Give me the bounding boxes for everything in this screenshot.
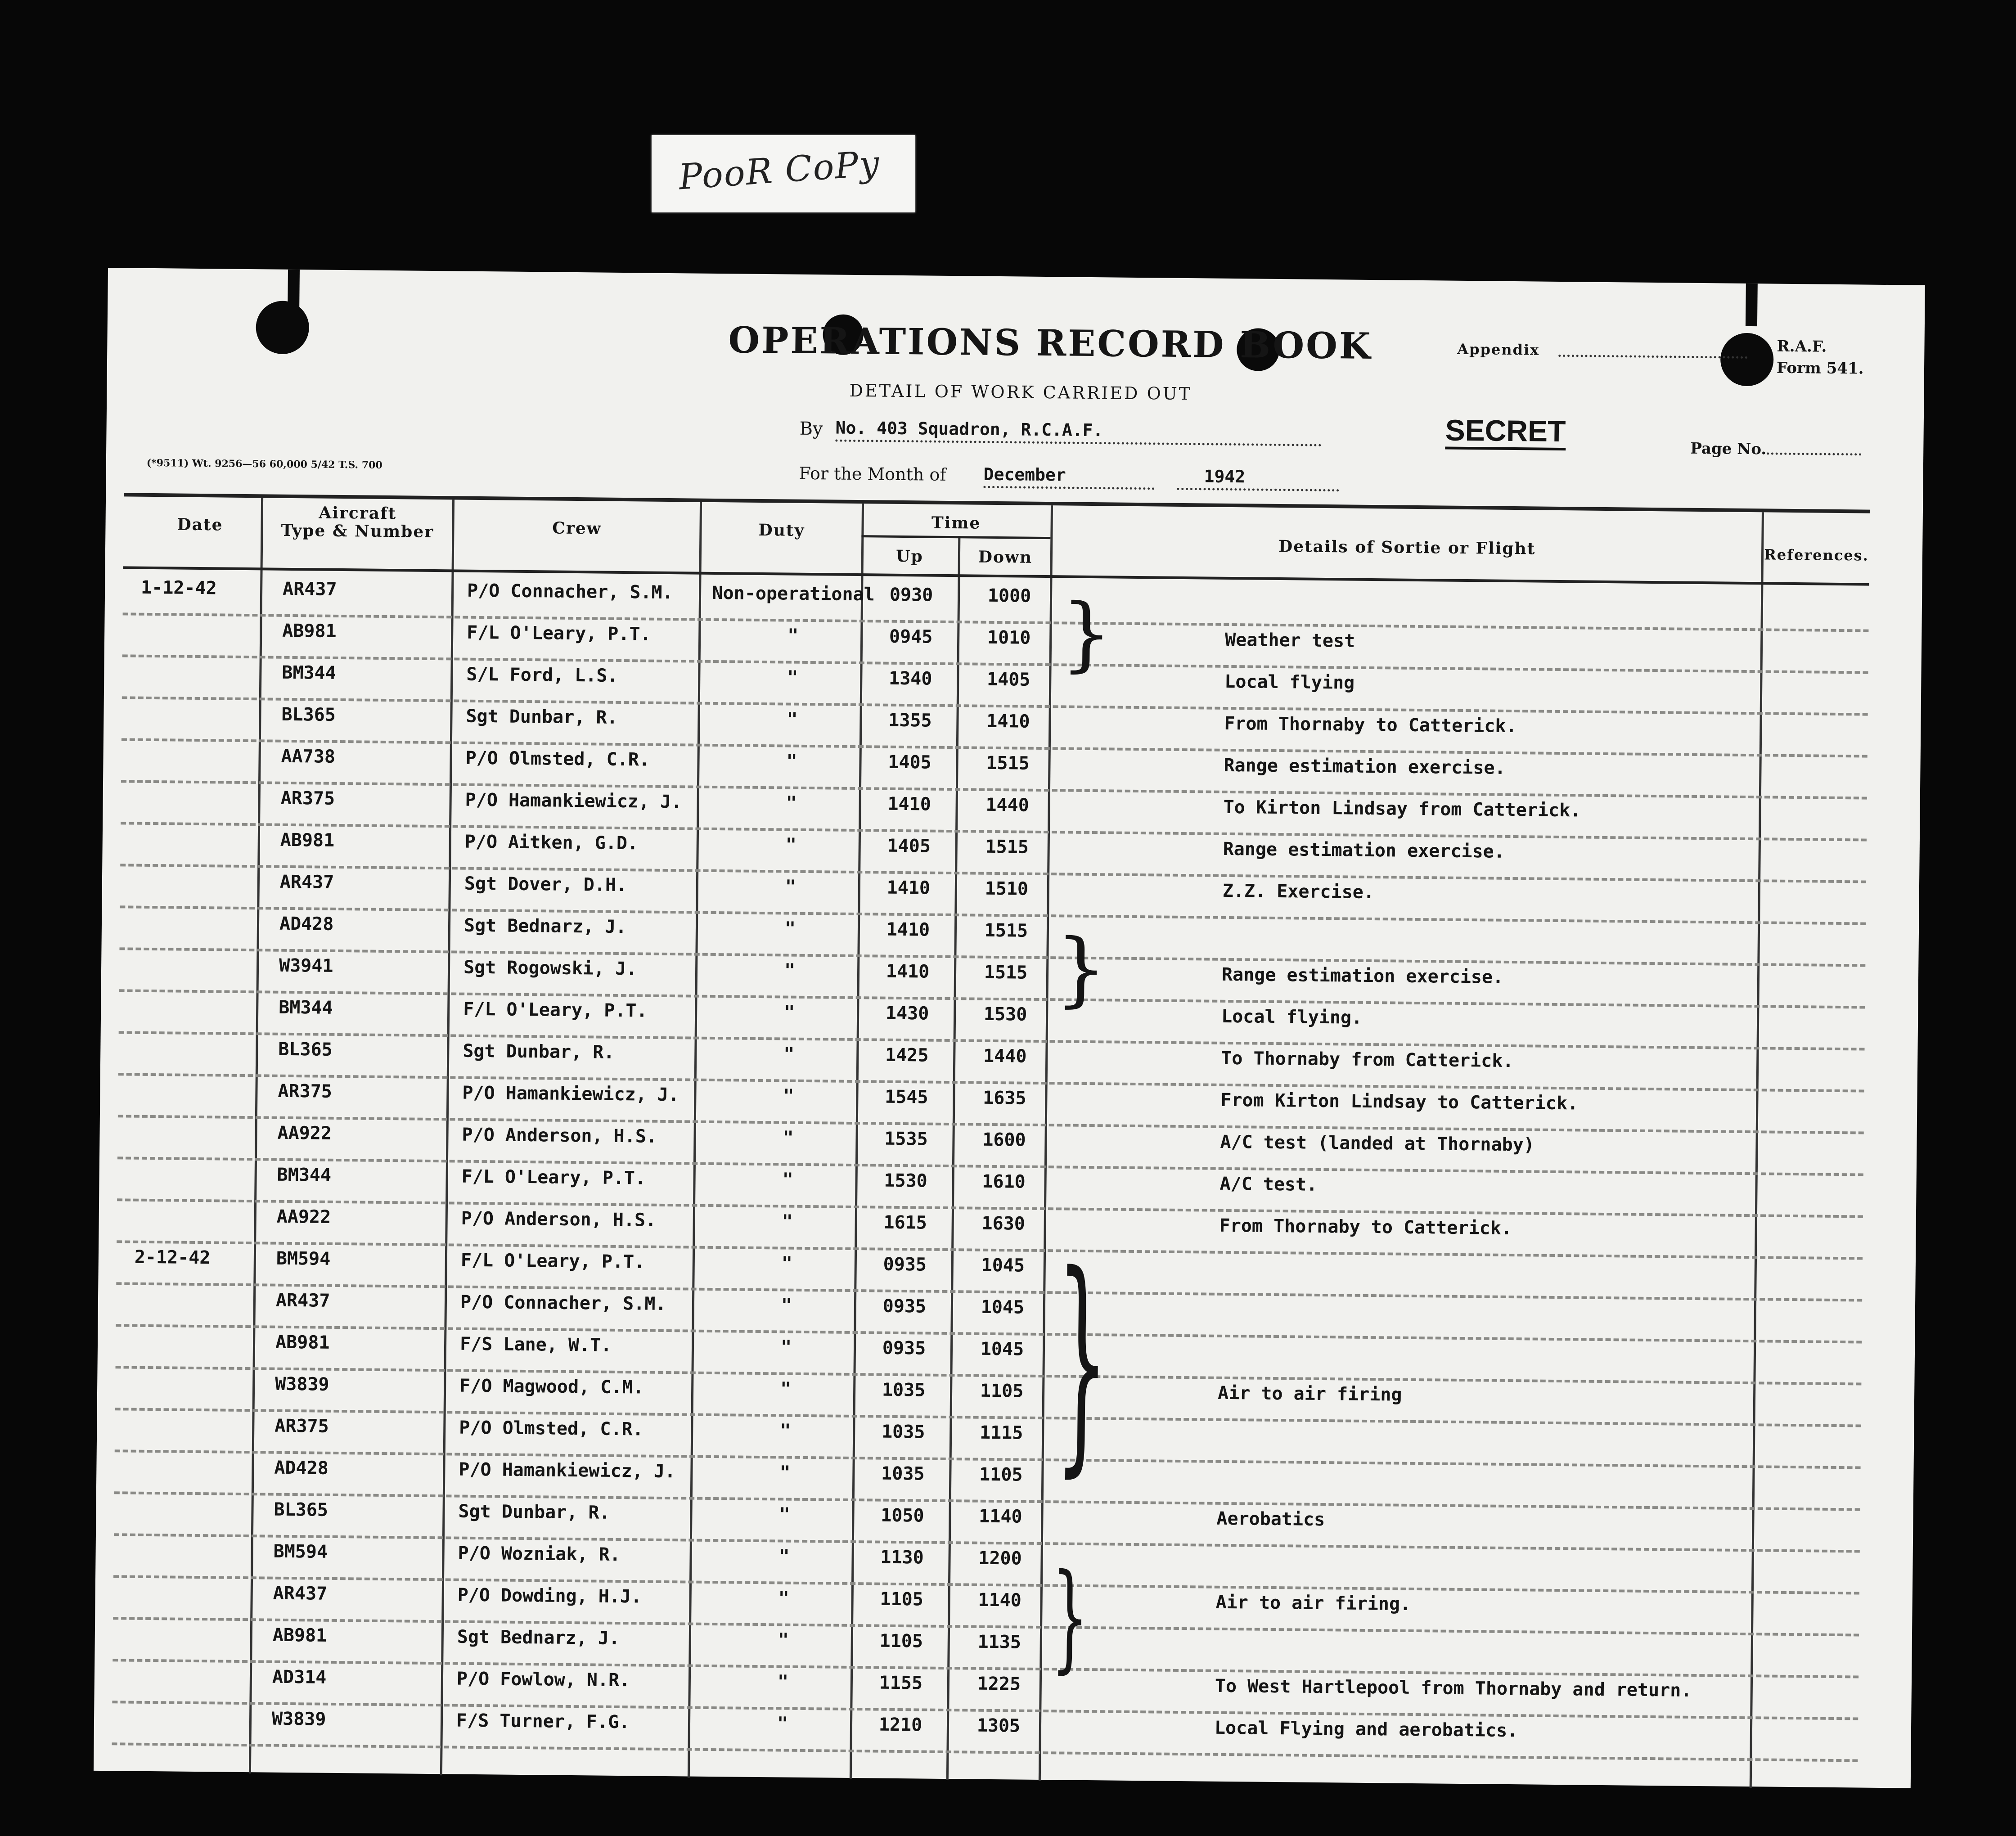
row-duty: " — [782, 1169, 793, 1190]
row-time-down: 1200 — [978, 1548, 1022, 1569]
row-details: From Thornaby to Catterick. — [1224, 713, 1517, 737]
row-time-down: 1045 — [981, 1296, 1025, 1318]
row-time-up: 1105 — [879, 1630, 923, 1652]
row-aircraft: AA738 — [281, 746, 336, 767]
row-aircraft: AA922 — [277, 1122, 332, 1144]
row-aircraft: BM344 — [277, 1164, 332, 1186]
row-crew: P/O Connacher, S.M. — [460, 1292, 666, 1315]
month-value: December — [983, 464, 1154, 490]
year-value: 1942 — [1177, 466, 1339, 491]
row-details: Aerobatics — [1216, 1508, 1325, 1530]
bracket: } — [1060, 586, 1113, 681]
row-crew: P/O Olmsted, C.R. — [459, 1417, 644, 1440]
header-aircraft-line1: Aircraft — [319, 503, 397, 523]
row-time-up: 1430 — [885, 1003, 929, 1024]
row-time-down: 1515 — [984, 920, 1028, 941]
row-duty: " — [783, 1127, 794, 1148]
time-divider — [861, 535, 1050, 539]
page-title: OPERATIONS RECORD BOOK — [728, 319, 1372, 367]
bracket: } — [1055, 922, 1107, 1017]
row-aircraft: W3839 — [271, 1708, 326, 1730]
row-crew: Sgt Rogowski, J. — [463, 957, 637, 980]
row-crew: S/L Ford, L.S. — [466, 664, 618, 686]
row-duty: " — [778, 1588, 789, 1609]
header-date: Date — [177, 515, 223, 535]
row-crew: P/O Hamankiewicz, J. — [459, 1459, 676, 1482]
row-details: Air to air firing — [1217, 1382, 1402, 1405]
row-aircraft: AB981 — [272, 1624, 327, 1646]
row-time-down: 1045 — [980, 1338, 1024, 1360]
row-details: From Kirton Lindsay to Catterick. — [1220, 1089, 1579, 1114]
row-details: To Thornaby from Catterick. — [1221, 1048, 1514, 1072]
row-crew: P/O Fowlow, N.R. — [456, 1668, 630, 1691]
row-aircraft: AR437 — [282, 578, 337, 600]
row-time-up: 0945 — [889, 626, 933, 648]
row-time-down: 1225 — [977, 1673, 1021, 1695]
row-time-down: 1405 — [986, 669, 1030, 690]
page-number-blank — [1767, 452, 1861, 455]
row-aircraft: AD314 — [272, 1666, 327, 1688]
header-details: Details of Sortie or Flight — [1278, 536, 1536, 558]
row-duty: " — [781, 1253, 793, 1274]
row-aircraft: BL365 — [278, 1039, 333, 1060]
row-time-up: 1035 — [881, 1463, 925, 1485]
row-duty: " — [787, 625, 799, 646]
row-time-up: 1155 — [879, 1672, 923, 1694]
row-duty: " — [786, 792, 797, 814]
row-crew: P/O Wozniak, R. — [458, 1543, 621, 1566]
row-details: Weather test — [1224, 629, 1355, 652]
row-time-down: 1000 — [987, 585, 1031, 607]
binder-tab — [1746, 284, 1758, 326]
row-details: A/C test. — [1220, 1173, 1318, 1195]
row-time-down: 1045 — [981, 1255, 1025, 1276]
row-time-down: 1010 — [987, 627, 1031, 648]
row-crew: Sgt Dover, D.H. — [464, 873, 627, 896]
row-time-up: 1340 — [888, 668, 932, 689]
row-time-up: 1105 — [880, 1588, 924, 1610]
row-duty: " — [777, 1671, 789, 1692]
row-time-up: 1035 — [881, 1421, 925, 1443]
row-time-up: 0935 — [882, 1296, 927, 1317]
row-duty: " — [783, 1002, 795, 1023]
row-time-down: 1105 — [979, 1464, 1023, 1485]
row-aircraft: BL365 — [281, 704, 336, 725]
row-time-up: 1615 — [883, 1212, 927, 1233]
row-duty: " — [783, 1044, 795, 1065]
row-aircraft: AB981 — [280, 829, 335, 851]
row-crew: F/S Lane, W.T. — [459, 1333, 612, 1356]
row-aircraft: AB981 — [275, 1332, 330, 1353]
bracket: } — [1050, 1549, 1089, 1686]
row-time-up: 0930 — [889, 584, 933, 606]
row-details: Range estimation exercise. — [1221, 964, 1504, 988]
row-details: Local flying — [1224, 671, 1355, 693]
row-crew: F/O Magwood, C.M. — [459, 1375, 644, 1398]
row-time-down: 1440 — [983, 1045, 1027, 1067]
row-duty: " — [779, 1462, 791, 1483]
row-time-down: 1610 — [982, 1171, 1026, 1192]
row-time-down: 1635 — [982, 1087, 1026, 1109]
row-crew: P/O Aitken, G.D. — [464, 831, 639, 854]
row-time-up: 0935 — [882, 1337, 926, 1359]
appendix-blank — [1558, 355, 1747, 359]
row-duty: " — [786, 751, 797, 772]
row-aircraft: W3839 — [274, 1373, 329, 1395]
handwritten-note — [652, 135, 915, 212]
record-sheet — [94, 268, 1925, 1788]
row-aircraft: AB981 — [282, 620, 337, 642]
row-duty: " — [779, 1504, 790, 1525]
row-time-up: 1405 — [887, 835, 931, 857]
row-time-up: 1410 — [886, 919, 930, 940]
row-time-up: 0935 — [883, 1254, 927, 1275]
row-aircraft: BM594 — [276, 1248, 331, 1269]
page-number-label: Page No. — [1690, 439, 1767, 459]
row-details: A/C test (landed at Thornaby) — [1220, 1131, 1535, 1156]
row-aircraft: BL365 — [274, 1499, 328, 1521]
row-details: To Kirton Lindsay from Catterick. — [1223, 796, 1581, 821]
record-table — [112, 493, 1870, 1789]
row-crew: F/L O'Leary, P.T. — [460, 1250, 645, 1273]
header-aircraft-line2: Type & Number — [281, 521, 434, 541]
row-time-down: 1410 — [986, 711, 1030, 732]
row-duty: " — [785, 876, 796, 897]
row-aircraft: AD428 — [274, 1457, 329, 1479]
row-crew: P/O Dowding, H.J. — [457, 1584, 642, 1607]
page-subtitle: DETAIL OF WORK CARRIED OUT — [849, 380, 1192, 404]
row-time-up: 1405 — [888, 752, 932, 773]
header-references: References. — [1764, 546, 1869, 564]
row-duty: " — [779, 1420, 791, 1441]
header-down: Down — [978, 547, 1033, 567]
row-time-up: 1535 — [884, 1128, 928, 1150]
row-aircraft: AR437 — [279, 871, 334, 893]
row-duty: " — [780, 1378, 792, 1400]
row-duty: " — [782, 1211, 793, 1232]
row-crew: F/S Turner, F.G. — [456, 1710, 630, 1733]
row-details: Air to air firing. — [1215, 1592, 1411, 1615]
row-crew: Sgt Bednarz, J. — [457, 1626, 620, 1649]
row-time-down: 1515 — [984, 962, 1028, 983]
row-duty: Non-operational — [712, 582, 875, 605]
row-aircraft: AR437 — [275, 1290, 330, 1311]
row-time-down: 1115 — [979, 1422, 1023, 1444]
row-time-up: 1410 — [886, 961, 930, 982]
header-time: Time — [931, 513, 981, 533]
row-aircraft: AR375 — [278, 1080, 333, 1102]
row-time-down: 1510 — [985, 878, 1029, 900]
row-date: 1-12-42 — [140, 577, 217, 599]
row-time-down: 1140 — [978, 1589, 1022, 1611]
row-crew: Sgt Dunbar, R. — [458, 1501, 610, 1523]
row-aircraft: AR375 — [274, 1415, 329, 1437]
row-time-up: 1425 — [885, 1044, 929, 1066]
row-date: 2-12-42 — [134, 1246, 211, 1269]
handwritten-note-text: PooR CoPy — [677, 143, 882, 198]
row-time-down: 1515 — [985, 836, 1029, 858]
row-crew: F/L O'Leary, P.T. — [467, 622, 651, 645]
row-aircraft: AD428 — [279, 913, 334, 935]
header-aircraft — [263, 503, 452, 541]
row-aircraft: BM344 — [282, 662, 337, 684]
row-time-up: 1545 — [884, 1086, 928, 1108]
row-time-down: 1600 — [982, 1129, 1026, 1151]
row-details: Local flying. — [1221, 1006, 1363, 1028]
row-duty: " — [780, 1336, 792, 1358]
row-duty: " — [781, 1295, 792, 1316]
row-details: Local Flying and aerobatics. — [1214, 1717, 1518, 1742]
row-crew: Sgt Dunbar, R. — [463, 1040, 615, 1063]
row-time-up: 1035 — [882, 1379, 926, 1401]
row-time-down: 1515 — [986, 752, 1030, 774]
form-number — [1777, 336, 1864, 380]
row-aircraft: AR437 — [273, 1583, 328, 1604]
row-time-down: 1305 — [976, 1715, 1021, 1737]
punch-hole — [256, 301, 309, 354]
row-details: Range estimation exercise. — [1224, 755, 1506, 778]
row-time-up: 1050 — [881, 1505, 924, 1526]
form-line-1: R.A.F. — [1777, 337, 1827, 356]
row-duty: " — [778, 1546, 790, 1567]
row-duty: " — [783, 1085, 794, 1107]
row-details: Range estimation exercise. — [1223, 838, 1505, 862]
row-aircraft: W3941 — [279, 955, 333, 976]
row-time-up: 1410 — [886, 877, 931, 899]
punch-hole — [1720, 333, 1774, 386]
row-aircraft: BM344 — [279, 997, 333, 1018]
row-duty: " — [787, 667, 798, 688]
row-time-down: 1140 — [979, 1506, 1022, 1527]
header-crew: Crew — [552, 518, 602, 538]
print-reference: (*9511) Wt. 9256—56 60,000 5/42 T.S. 700 — [146, 457, 382, 471]
by-label: By — [799, 418, 823, 440]
row-crew: P/O Connacher, S.M. — [467, 580, 673, 603]
row-time-up: 1530 — [884, 1170, 927, 1192]
row-duty: " — [785, 834, 797, 855]
appendix-label: Appendix — [1457, 340, 1540, 359]
row-crew: P/O Hamankiewicz, J. — [465, 789, 682, 813]
row-crew: P/O Olmsted, C.R. — [465, 747, 650, 770]
row-duty: " — [784, 918, 796, 939]
row-crew: Sgt Bednarz, J. — [464, 915, 627, 938]
row-aircraft: BM594 — [273, 1541, 328, 1562]
row-duty: " — [778, 1629, 789, 1651]
row-details: From Thornaby to Catterick. — [1219, 1215, 1512, 1239]
form-line-2: Form 541. — [1776, 359, 1864, 378]
row-duty: " — [777, 1713, 788, 1734]
row-duty: " — [787, 709, 798, 730]
row-aircraft: AA922 — [276, 1206, 331, 1228]
row-details: To West Hartlepool from Thornaby and return. — [1215, 1675, 1692, 1701]
row-time-down: 1440 — [986, 794, 1030, 816]
row-crew: P/O Hamankiewicz, J. — [462, 1082, 680, 1106]
header-duty: Duty — [758, 520, 805, 540]
secret-stamp: SECRET — [1445, 414, 1566, 451]
row-crew: F/L O'Leary, P.T. — [463, 999, 648, 1022]
bracket: } — [1054, 1224, 1110, 1498]
month-label: For the Month of — [799, 463, 946, 485]
row-time-down: 1630 — [981, 1213, 1026, 1234]
squadron-value: No. 403 Squadron, R.C.A.F. — [835, 418, 1321, 446]
row-crew: P/O Anderson, H.S. — [461, 1208, 657, 1231]
row-crew: P/O Anderson, H.S. — [462, 1124, 657, 1147]
row-time-up: 1210 — [878, 1714, 922, 1736]
row-crew: Sgt Dunbar, R. — [466, 706, 618, 728]
row-time-down: 1105 — [980, 1380, 1024, 1402]
row-aircraft: AR375 — [280, 788, 335, 809]
row-duty: " — [784, 960, 796, 981]
row-time-up: 1130 — [880, 1547, 924, 1568]
row-time-up: 1355 — [888, 710, 932, 731]
row-time-down: 1530 — [983, 1004, 1027, 1025]
row-details: Z.Z. Exercise. — [1222, 880, 1375, 903]
row-crew: F/L O'Leary, P.T. — [461, 1166, 646, 1189]
row-time-down: 1135 — [977, 1631, 1022, 1653]
header-up: Up — [896, 546, 923, 566]
row-time-up: 1410 — [887, 793, 932, 815]
